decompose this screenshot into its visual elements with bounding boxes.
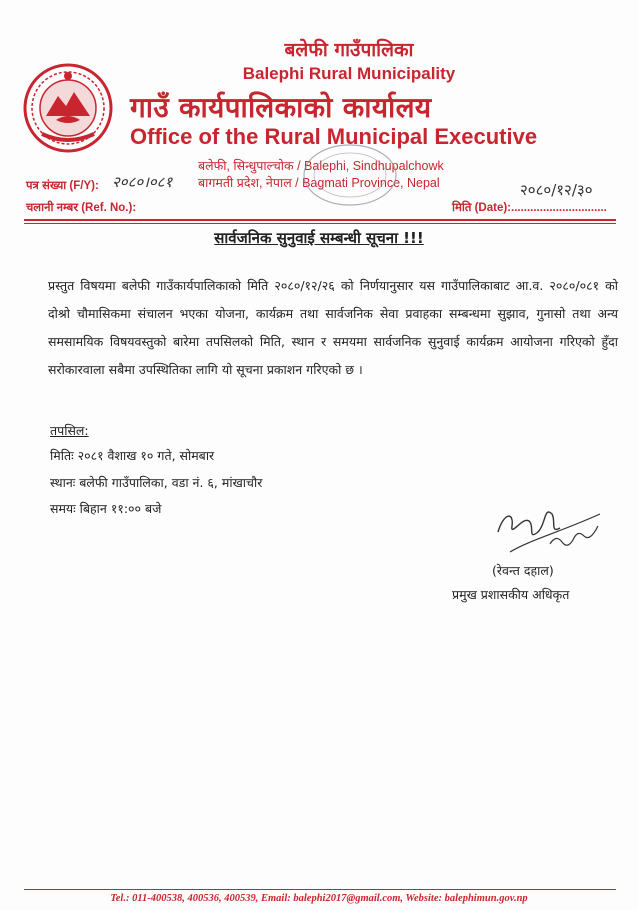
office-name-nepali: गाउँ कार्यपालिकाको कार्यालय [130,91,432,124]
municipality-name-english: Balephi Rural Municipality [242,64,456,83]
header-divider-thin [24,223,616,224]
date-label: मिति (Date):.............................. [452,202,607,214]
details-heading: तपसिल: [50,423,89,438]
letter-number-value: २०८०।०८१ [112,173,173,191]
event-time-line: समयः बिहान ११:०० बजे [50,501,162,516]
notice-body-paragraph: प्रस्तुत विषयमा बलेफी गाउँकार्यपालिकाको मिति २०८०/१२/२६ को निर्णयानुसार यस गाउँपालिकाबाट आ.व. २०८०/०८१ को दोश्रो चौमासिकमा संचालन भएका योजना, कार्यक्रम तथा सार्वजनिक सेवा प्रवाहका सम्बन्धमा सुझाव, गुनासो तथा अन्य समसामयिक विषयवस्तुको बारेमा तपसिलको मिति, स्थान र समयमा सार्वजनिक सुनुवाई कार्यक्रम आयोजना गरिएको हुँदा सरोकारवाला सबैमा उपस्थितिका लागि यो सूचना प्रकाशन गरिएको छ । [48,278,618,377]
municipality-name-nepali: बलेफी गाउँपालिका [284,39,414,61]
office-stamp [300,142,400,208]
reference-number-label: चलानी नम्बर (Ref. No.): [26,202,137,214]
address-line-1: बलेफी, सिन्धुपाल्चोक / Balephi, Sindhupalchowk [198,159,444,173]
date-value: २०८०/१२/३० [520,181,593,199]
handwritten-signature [490,492,610,562]
signatory-name: (रेवन्त दहाल) [492,563,554,578]
event-place-line: स्थानः बलेफी गाउँपालिका, वडा नं. ६, मांखाचौर [50,475,263,490]
footer-contact: Tel.: 011-400538, 400536, 400539, Email: balephi2017@gmail.com, Website: balephimun.gov.np [110,893,528,904]
address-line-2: बागमती प्रदेश, नेपाल / Bagmati Province, Nepal [198,176,440,190]
letter-number-label: पत्र संख्या (F/Y): [26,180,99,192]
event-date-line: मितिः २०८१ वैशाख १० गते, सोमबार [50,448,215,463]
signatory-title: प्रमुख प्रशासकीय अधिकृत [452,587,570,602]
header-divider [24,219,616,221]
footer-divider [24,889,616,890]
office-name-english: Office of the Rural Municipal Executive [130,124,538,149]
notice-subject: सार्वजनिक सुनुवाई सम्बन्धी सूचना !!! [214,229,424,247]
